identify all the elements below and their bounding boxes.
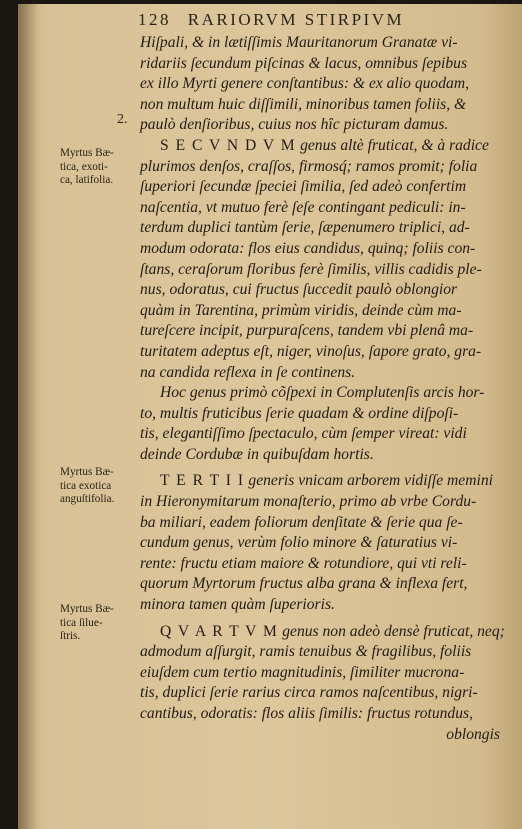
text-line: modum odorata: flos eius candidus, quinq; foliis con- xyxy=(140,239,476,257)
text-line: ba miliari, eadem foliorum denſitate & ſerie qua ſe- xyxy=(140,513,463,531)
paragraph-initial: S E C V N D V M xyxy=(160,136,297,154)
paragraph-initial: Q V A R T V M xyxy=(160,622,279,640)
text-line: tis, duplici ſerie rarius circa ramos naſcentibus, nigri- xyxy=(140,684,478,702)
text-line: cundum genus, verùm folio minore & ſaturatius vi- xyxy=(140,534,458,552)
margin-note-angustifolia xyxy=(60,466,140,507)
text-run: generis vnicam arborem vidiſſe memini xyxy=(244,472,493,490)
text-line: plurimos denſos, craſſos, firmosq́; ramos promit; folia xyxy=(140,157,478,175)
running-title: RARIORVM STIRPIVM xyxy=(187,10,405,29)
text-line: quàm in Tarentina, primùm viridis, deinde cùm ma- xyxy=(140,301,462,319)
text-line: terdum duplici tantùm ſerie, ſæpenumero triplici, ad- xyxy=(140,219,470,237)
text-line: deinde Cordubæ in quibuſdam hortis. xyxy=(140,445,374,463)
margin-note-line: tica, exoti- xyxy=(60,160,108,173)
text-line: turitatem adeptus eſt, niger, vinoſus, ſapore grato, gra- xyxy=(140,342,482,360)
text-line: non multum huic diſſimili, minoribus tamen foliis, & xyxy=(140,95,467,113)
paragraph-first-line xyxy=(140,471,514,492)
paragraph-first-line xyxy=(140,622,514,643)
margin-note-line: Myrtus Bæ- xyxy=(60,147,114,159)
text-line: admodum aſſurgit, ramis tenuibus & fragilibus, foliis xyxy=(140,643,472,661)
body-text xyxy=(140,33,514,745)
text-line: tureſcere incipit, purpuraſcens, tandem vbi plenâ ma- xyxy=(140,322,474,340)
text-line: tis, elegantiſſimo ſpectaculo, cùm ſemper vireat: vidi xyxy=(140,425,467,443)
text-line: Hoc genus primò cõſpexi in Complutenſis arcis hor- xyxy=(160,384,485,402)
book-page xyxy=(18,4,522,829)
text-line: quorum Myrtorum fructus alba grana & inflexa fert, xyxy=(140,575,468,593)
side-numeral: 2. xyxy=(117,112,128,127)
text-line: nus, odoratus, cui fructus ſuccedit paulò oblongior xyxy=(140,281,458,299)
text-line: cantibus, odoratis: flos aliis ſimilis: fructus rotundus, xyxy=(140,705,473,722)
text-run: genus non adeò densè fruticat, neq; xyxy=(278,622,505,640)
text-line: Hiſpali, & in lætiſſimis Mauritanorum Granatæ vi- xyxy=(140,34,458,51)
text-line: to, multis fruticibus ſerie quadam & ordine diſpoſi- xyxy=(140,404,459,422)
margin-note-line: ca, latifolia. xyxy=(60,174,114,186)
text-line: minora tamen quàm ſuperioris. xyxy=(140,596,335,614)
paragraph-first-line xyxy=(140,136,514,157)
running-header xyxy=(138,10,518,30)
text-line: ſtans, ceraſorum floribus ferè ſimilis, villis cadidis ple- xyxy=(140,260,482,278)
paragraph-initial: T E R T I I xyxy=(160,472,245,490)
margin-note-line: Myrtus Bæ- xyxy=(60,603,114,615)
text-line: ſuperiori ſecundæ ſpeciei ſimilia, ſed adeò confertim xyxy=(140,178,467,196)
page-number: 128 xyxy=(138,10,171,29)
text-line: eiuſdem cum tertio magnitudinis, ſimiliter mucrona- xyxy=(140,663,465,681)
text-line: in Hieronymitarum monaſterio, primo ab vrbe Cordu- xyxy=(140,493,477,511)
margin-note-silvestris xyxy=(60,603,140,644)
text-line: na candida reflexa in ſe continens. xyxy=(140,363,356,381)
catchword: oblongis xyxy=(446,725,500,743)
text-line: rente: fructu etiam maiore & rotundiore, qui vti reli- xyxy=(140,554,467,572)
text-line: naſcentia, vt mutuo ferè ſeſe contingant pediculi: in- xyxy=(140,198,466,216)
margin-note-line: Myrtus Bæ- xyxy=(60,466,114,478)
text-line: ridariis ſecundum piſcinas & lacus, omnibus ſepibus xyxy=(140,54,468,72)
margin-note-line: ſtris. xyxy=(60,630,81,642)
margin-note-line: tica ſilue- xyxy=(60,616,103,629)
margin-note-latifolia xyxy=(60,147,140,188)
text-run: genus altè fruticat, & à radice xyxy=(296,136,489,154)
margin-note-line: tica exotica xyxy=(60,479,112,492)
text-line: ex illo Myrti genere conſtantibus: & ex alio quodam, xyxy=(140,75,469,93)
text-line: paulò denſioribus, cuius nos hîc picturam damus. xyxy=(140,116,449,134)
page-gutter-shadow xyxy=(18,4,38,829)
margin-note-line: anguſtifolia. xyxy=(60,493,115,505)
